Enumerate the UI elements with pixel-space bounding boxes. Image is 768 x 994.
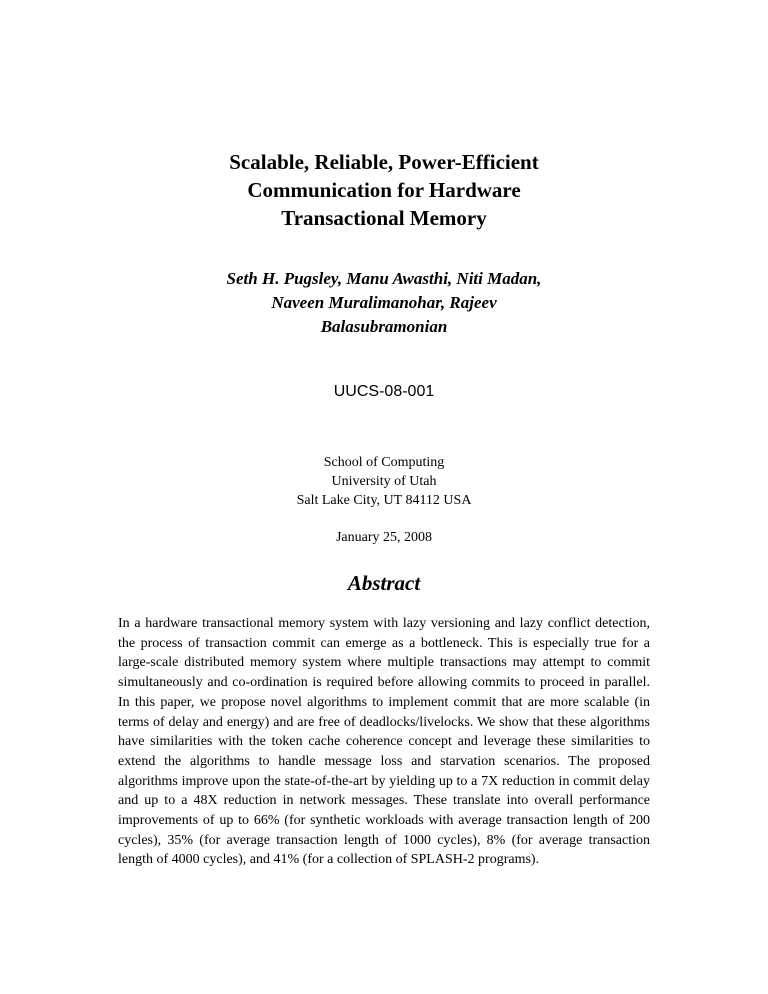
paper-title-line: Scalable, Reliable, Power-Efficient: [229, 150, 539, 174]
report-date: January 25, 2008: [335, 530, 433, 545]
author-line: Naveen Muralimanohar, Rajeev: [271, 293, 497, 312]
affiliation-line: Salt Lake City, UT 84112 USA: [296, 493, 472, 508]
paper-title-line: Transactional Memory: [281, 206, 487, 230]
author-line: Balasubramonian: [320, 317, 448, 336]
abstract-text: In a hardware transactional memory system with lazy versioning and lazy conflict detection, the process of transaction commit can emerge as a bottleneck. This is especially true for a large-scale distributed memory system where multiple transactions may attempt to commit simultaneously and co-ordination is required before allowing commits to proceed in parallel. In this paper, we propose novel algorithms to implement commit that are more scalable (in terms of delay and energy) and are free of deadlocks/livelocks. We show that these algorithms have similarities with the token cache coherence concept and leverage these similarities to extend the algorithms to handle message loss and starvation scenarios. The proposed algorithms improve upon the state-of-the-art by yielding up to a 7X reduction in commit delay and up to a 48X reduction in network messages. These translate into overall performance improvements of up to 66% (for synthetic workloads with average transaction length of 200 cycles), 35% (for average transaction length of 1000 cycles), 8% (for average transaction length of 4000 cycles), and 41% (for a collection of SPLASH-2 programs).: [118, 616, 650, 868]
author-list: [84, 267, 684, 339]
paper-title: [84, 148, 684, 232]
report-number: UUCS-08-001: [333, 383, 435, 400]
abstract-heading: Abstract: [347, 571, 421, 595]
paper-title-line: Communication for Hardware: [247, 178, 521, 202]
author-line: Seth H. Pugsley, Manu Awasthi, Niti Madan,: [226, 269, 542, 288]
affiliation-line: University of Utah: [331, 474, 437, 489]
affiliation-line: School of Computing: [323, 455, 445, 470]
affiliation: [84, 453, 684, 510]
